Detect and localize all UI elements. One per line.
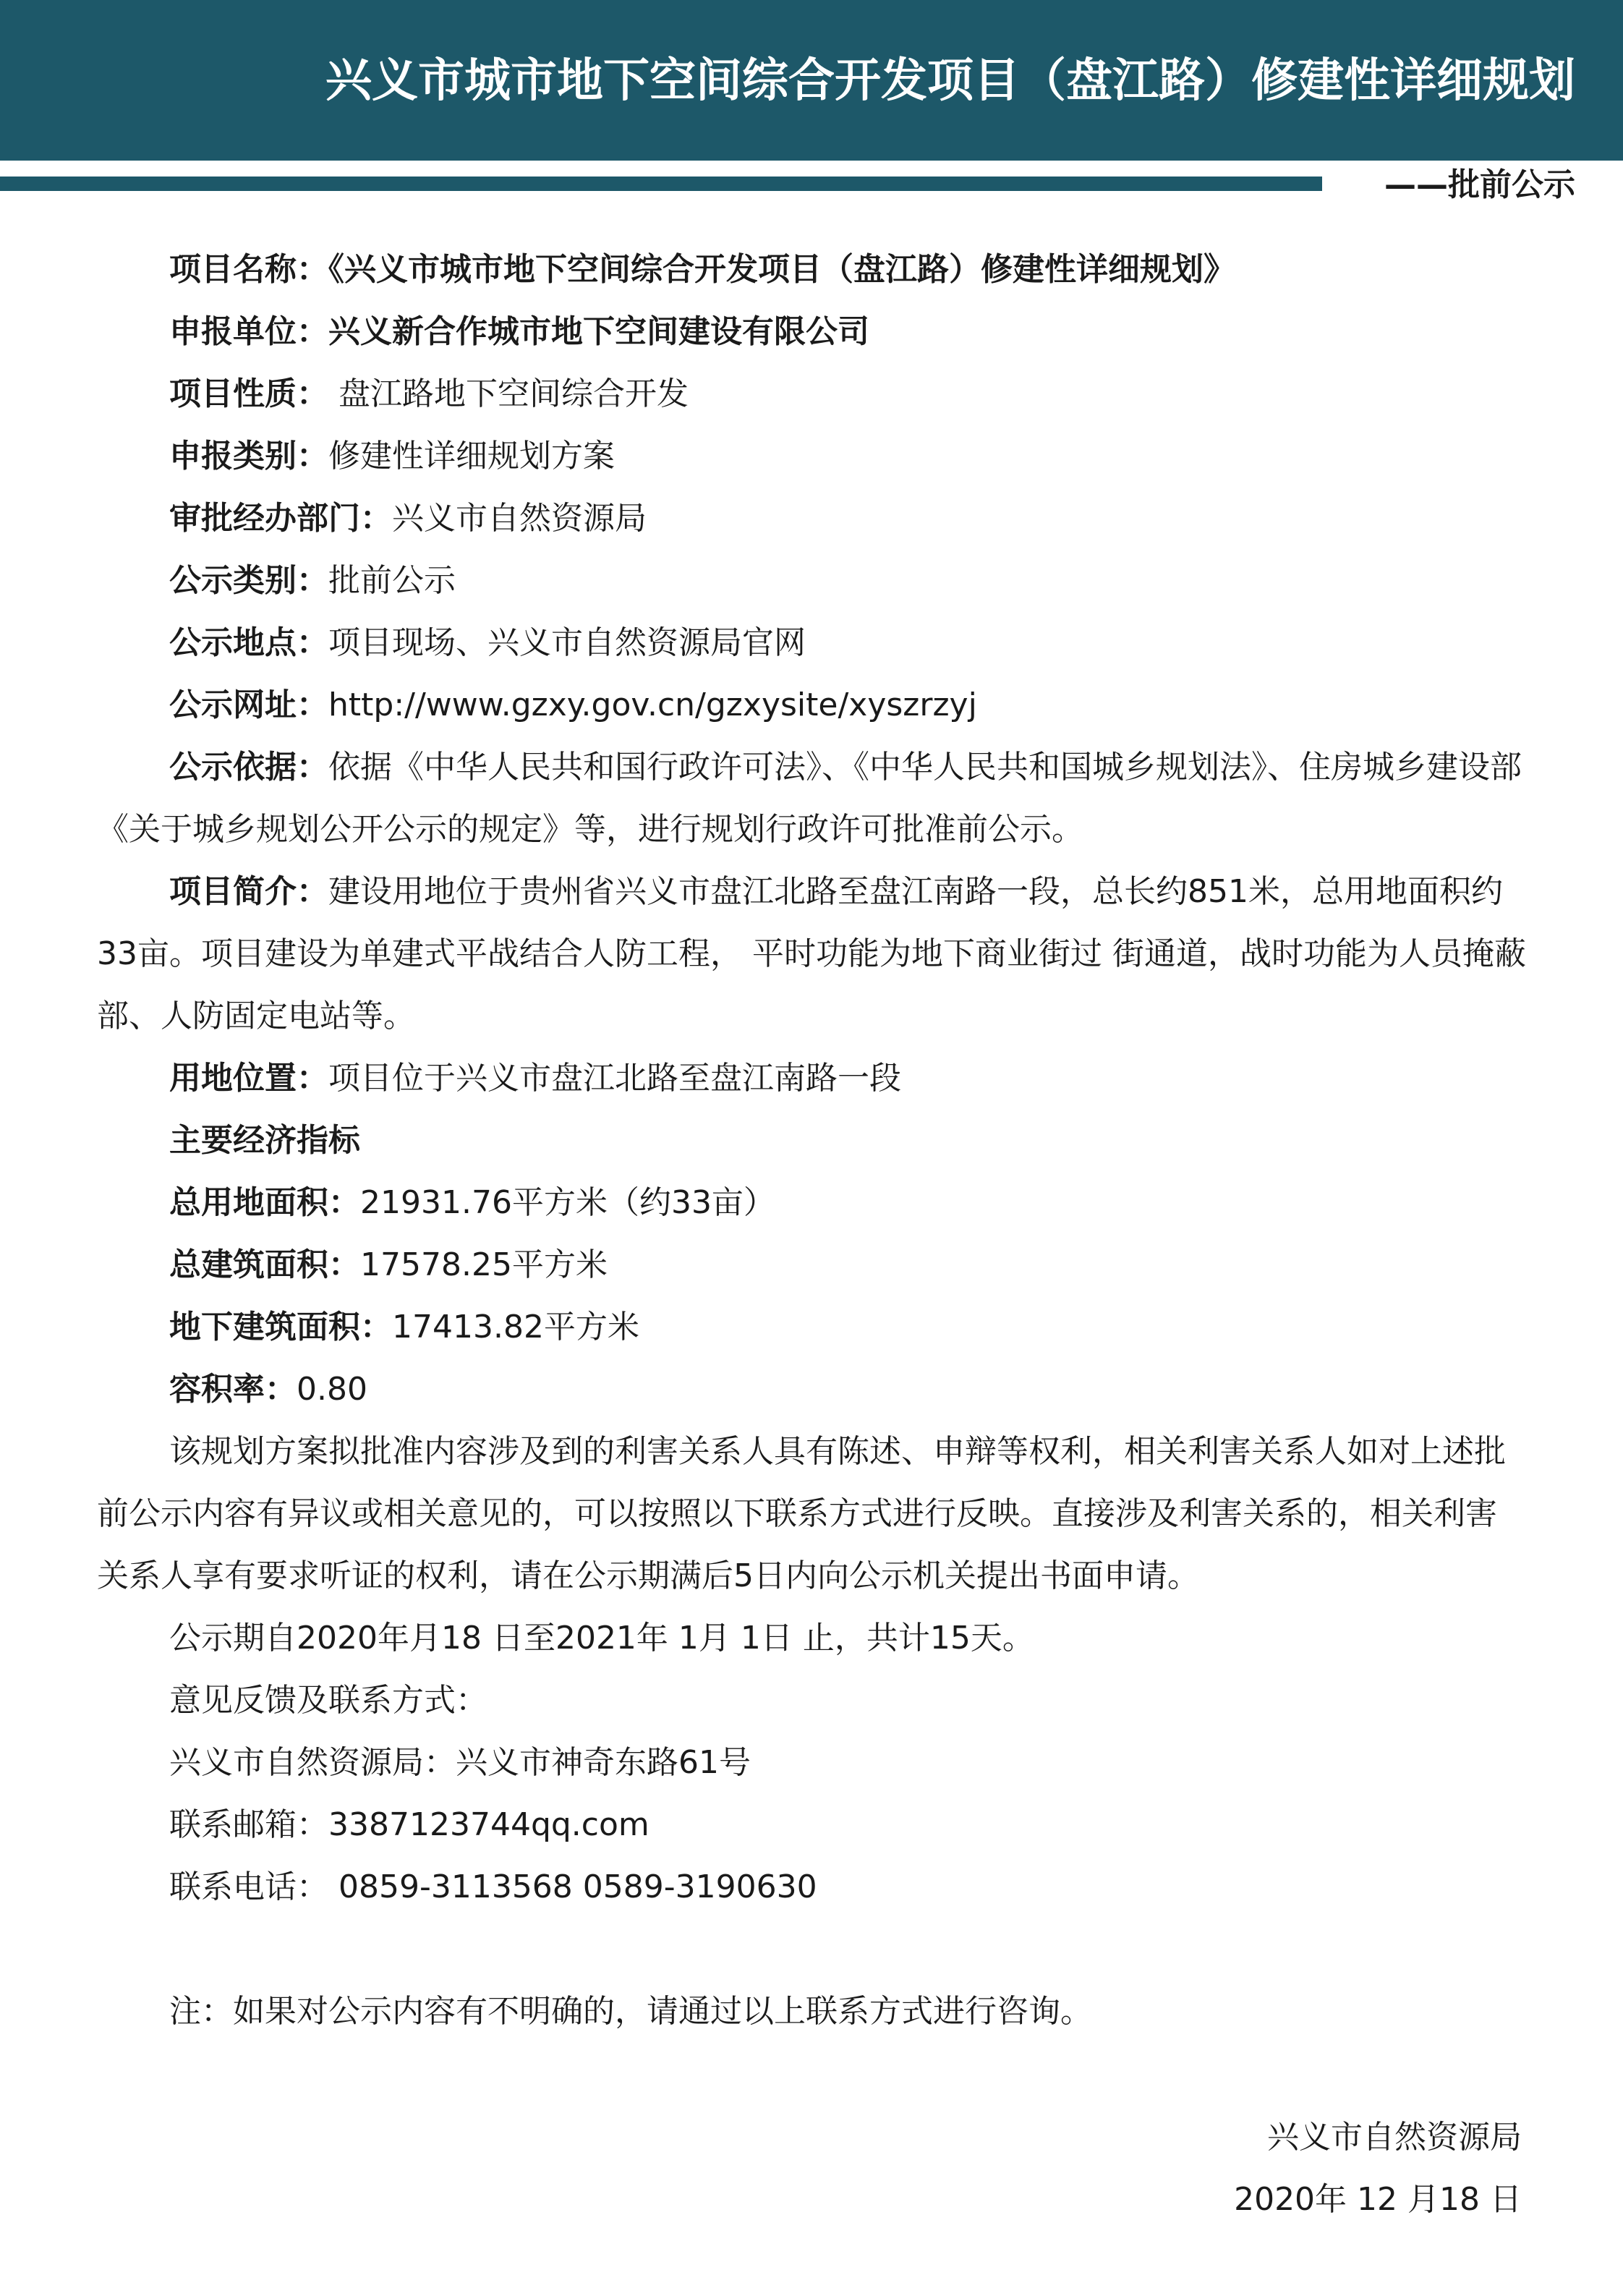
field-value: 项目现场、兴义市自然资源局官网 [328, 624, 806, 661]
field-basis [97, 736, 1526, 861]
signature-date: 2020年 12 月18 日 [1234, 2181, 1522, 2218]
indicator-total-land [97, 1172, 1526, 1234]
indicator-label: 总建筑面积： [169, 1246, 360, 1283]
field-label: 申报类别： [169, 438, 328, 475]
indicator-value: 17413.82平方米 [392, 1309, 639, 1345]
field-label: 项目性质： [169, 375, 328, 412]
header-stripe [0, 177, 1322, 191]
spacer [97, 1918, 1526, 1981]
field-department [97, 488, 1526, 550]
field-notice-place [97, 612, 1526, 674]
indicator-total-building [97, 1234, 1526, 1296]
indicator-value: 17578.25平方米 [360, 1246, 608, 1283]
contact-email: 联系邮箱：3387123744qq.com [169, 1806, 649, 1843]
notice-content [97, 239, 1526, 2043]
indicator-far [97, 1359, 1526, 1421]
footnote: 注：如果对公示内容有不明确的，请通过以上联系方式进行咨询。 [169, 1993, 1092, 2030]
field-category [97, 425, 1526, 488]
field-label: 公示依据： [169, 749, 328, 786]
notice-period: 公示期自2020年月18 日至2021年 1月 1日 止，共计15天。 [169, 1620, 1034, 1657]
field-label: 项目名称： [169, 251, 328, 288]
contact-phone: 联系电话： 0859-3113568 0589-3190630 [169, 1868, 817, 1905]
field-label: 公示地点： [169, 624, 328, 661]
field-value: 修建性详细规划方案 [328, 438, 615, 475]
field-notice-type [97, 550, 1526, 612]
field-label: 用地位置： [169, 1060, 328, 1097]
document-title: 兴义市城市地下空间综合开发项目（盘江路）修建性详细规划 [325, 54, 1575, 108]
field-notice-url [97, 674, 1526, 736]
field-value: 盘江路地下空间综合开发 [328, 375, 689, 412]
field-location [97, 1047, 1526, 1110]
field-value: 依据《中华人民共和国行政许可法》、《中华人民共和国城乡规划法》、住房城乡建设部《关于城乡规划公开公示的规定》等，进行规划行政许可批准前公示。 [97, 749, 1522, 848]
field-label: 公示类别： [169, 562, 328, 599]
indicator-underground-building [97, 1296, 1526, 1359]
document-subtitle: ——批前公示 [1384, 166, 1575, 203]
contact-address: 兴义市自然资源局：兴义市神奇东路61号 [169, 1744, 751, 1781]
field-value: 《兴义市城市地下空间综合开发项目（盘江路）修建性详细规划》 [328, 251, 1235, 288]
field-project-name [97, 239, 1526, 301]
field-value: 批前公示 [328, 562, 456, 599]
field-label: 公示网址： [169, 686, 328, 723]
field-value: 建设用地位于贵州省兴义市盘江北路至盘江南路一段，总长约851米，总用地面积约33亩。项目建设为单建式平战结合人防工程， 平时功能为地下商业街过 街通道，战时功能为人员掩蔽部、人防固定电站等。 [97, 873, 1526, 1034]
field-value: 兴义市自然资源局 [392, 500, 647, 537]
field-label: 项目简介： [169, 873, 328, 910]
field-summary [97, 861, 1526, 1047]
indicator-value: 0.80 [297, 1371, 367, 1408]
indicator-value: 21931.76平方米（约33亩） [360, 1184, 775, 1221]
indicator-label: 总用地面积： [169, 1184, 360, 1221]
indicator-label: 容积率： [169, 1371, 297, 1408]
notice-url-link[interactable]: http://www.gzxy.gov.cn/gzxysite/xyszrzyj [328, 686, 977, 723]
indicator-label: 地下建筑面积： [169, 1309, 392, 1345]
signature-org: 兴义市自然资源局 [1267, 2119, 1522, 2156]
field-label: 申报单位： [169, 313, 328, 350]
indicators-heading: 主要经济指标 [169, 1122, 360, 1159]
feedback-heading: 意见反馈及联系方式： [169, 1682, 487, 1719]
field-applicant [97, 301, 1526, 363]
header-banner [0, 0, 1623, 161]
signature-block [1234, 2106, 1522, 2231]
field-nature [97, 363, 1526, 425]
field-label: 审批经办部门： [169, 500, 392, 537]
field-value: 项目位于兴义市盘江北路至盘江南路一段 [328, 1060, 901, 1097]
rights-paragraph: 该规划方案拟批准内容涉及到的利害关系人具有陈述、申辩等权利，相关利害关系人如对上述批前公示内容有异议或相关意见的，可以按照以下联系方式进行反映。直接涉及利害关系的，相关利害关系人享有要求听证的权利，请在公示期满后5日内向公示机关提出书面申请。 [97, 1433, 1506, 1594]
field-value: 兴义新合作城市地下空间建设有限公司 [328, 313, 869, 350]
